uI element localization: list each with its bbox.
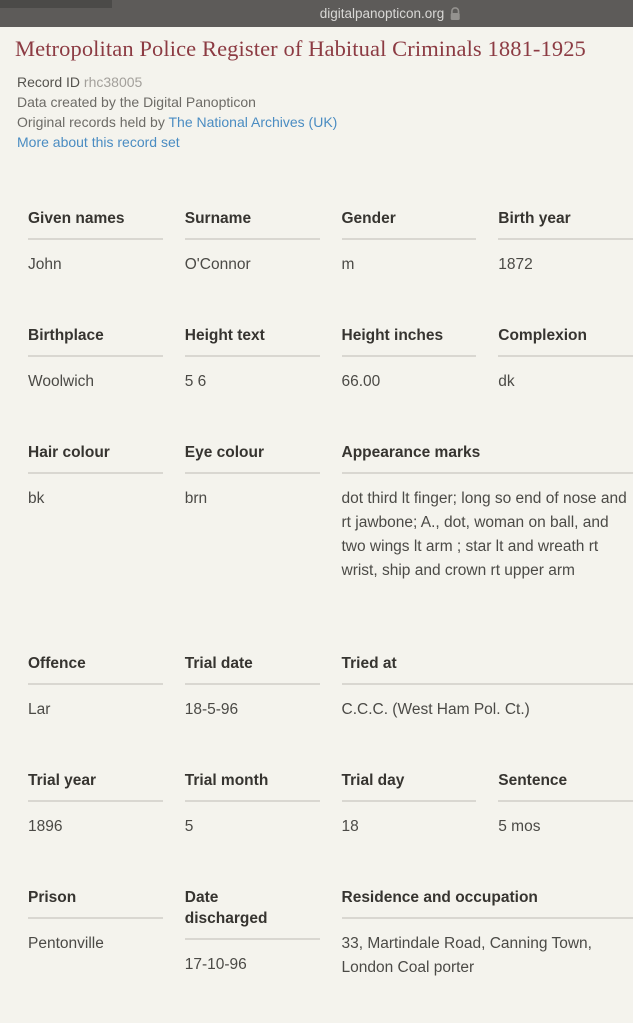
field-height-inches xyxy=(342,325,477,394)
field-divider xyxy=(185,238,320,240)
field-label: Birthplace xyxy=(28,327,104,344)
field-trial-day xyxy=(342,770,477,839)
field-complexion xyxy=(498,325,633,394)
field-value: Woolwich xyxy=(28,373,95,390)
held-by-prefix: Original records held by xyxy=(17,114,169,130)
held-by-line xyxy=(17,112,618,132)
field-divider xyxy=(342,355,477,357)
field-value: dk xyxy=(498,373,515,390)
national-archives-link[interactable]: The National Archives (UK) xyxy=(168,114,338,130)
field-label: Prison xyxy=(28,889,77,906)
browser-address-bar[interactable] xyxy=(0,0,633,27)
record-header xyxy=(0,27,633,152)
url-display[interactable] xyxy=(320,0,461,27)
record-meta xyxy=(15,72,618,152)
field-divider xyxy=(185,800,320,802)
field-divider xyxy=(28,800,163,802)
field-offence xyxy=(28,653,163,722)
field-label: Trial month xyxy=(184,772,269,789)
field-row xyxy=(28,442,633,583)
field-birthplace xyxy=(28,325,163,394)
field-value: O'Connor xyxy=(184,256,251,273)
more-about-record-set-link[interactable]: More about this record set xyxy=(17,134,180,150)
field-divider xyxy=(185,683,320,685)
field-value: Pentonville xyxy=(28,935,104,952)
field-label: Trial date xyxy=(184,655,253,672)
field-divider xyxy=(498,355,633,357)
field-divider xyxy=(342,800,477,802)
field-value: dot third lt finger; long so end of nose and rt jawbone; A., dot, woman on ball, and two wings lt arm ; star lt and wreath rt wrist, ship and crown rt upper arm xyxy=(341,490,627,579)
field-label: Gender xyxy=(341,210,396,227)
field-value: John xyxy=(28,256,62,273)
field-label: Trial year xyxy=(28,772,97,789)
field-label: Birth year xyxy=(498,210,571,227)
record-id-line xyxy=(17,72,618,92)
lock-icon xyxy=(449,7,460,21)
field-trial-date xyxy=(185,653,320,722)
field-divider xyxy=(342,917,633,919)
field-divider xyxy=(185,472,320,474)
field-label: Given names xyxy=(28,210,125,227)
field-value: brn xyxy=(184,490,208,507)
field-divider xyxy=(28,683,163,685)
field-residence-occupation xyxy=(342,887,633,980)
field-value: 17-10-96 xyxy=(184,956,247,973)
field-value: 18 xyxy=(341,818,359,835)
field-prison xyxy=(28,887,163,980)
field-divider xyxy=(342,683,633,685)
field-divider xyxy=(342,472,633,474)
page-title: Metropolitan Police Register of Habitual Criminals 1881-1925 xyxy=(15,36,586,61)
field-value: 1896 xyxy=(28,818,63,835)
record-id-label: Record ID xyxy=(17,74,81,90)
field-value: 5 mos xyxy=(498,818,541,835)
field-label: Residence and occupation xyxy=(341,889,538,906)
field-divider xyxy=(342,238,477,240)
field-value: C.C.C. (West Ham Pol. Ct.) xyxy=(341,701,530,718)
field-value: 5 6 xyxy=(184,373,207,390)
url-text: digitalpanopticon.org xyxy=(319,6,445,21)
field-row xyxy=(28,770,633,839)
field-label: Surname xyxy=(184,210,252,227)
field-eye-colour xyxy=(185,442,320,583)
field-label: Appearance marks xyxy=(341,444,481,461)
field-label: Offence xyxy=(28,655,86,672)
field-divider xyxy=(185,355,320,357)
field-label: Hair colour xyxy=(28,444,110,461)
field-label: Height inches xyxy=(341,327,444,344)
field-value: 18-5-96 xyxy=(184,701,239,718)
field-value: 1872 xyxy=(498,256,533,273)
field-gender xyxy=(342,208,477,277)
field-value: m xyxy=(341,256,355,273)
field-value: 33, Martindale Road, Canning Town, London Coal porter xyxy=(341,935,592,976)
record-fields xyxy=(0,208,633,980)
field-row xyxy=(28,325,633,394)
field-divider xyxy=(28,917,163,919)
more-about-line xyxy=(17,132,618,152)
field-divider xyxy=(28,238,163,240)
field-label: Date discharged xyxy=(184,889,268,927)
field-label: Eye colour xyxy=(184,444,264,461)
field-label: Sentence xyxy=(498,772,568,789)
field-appearance-marks xyxy=(342,442,633,583)
field-row xyxy=(28,887,633,980)
browser-tab-edge xyxy=(0,0,112,8)
field-sentence xyxy=(498,770,633,839)
created-by-line: Data created by the Digital Panopticon xyxy=(17,94,256,110)
field-birth-year xyxy=(498,208,633,277)
field-label: Height text xyxy=(184,327,265,344)
field-value: bk xyxy=(28,490,45,507)
field-tried-at xyxy=(342,653,633,722)
field-height-text xyxy=(185,325,320,394)
field-trial-year xyxy=(28,770,163,839)
field-surname xyxy=(185,208,320,277)
field-given-names xyxy=(28,208,163,277)
field-row xyxy=(28,653,633,722)
field-label: Trial day xyxy=(341,772,405,789)
field-date-discharged xyxy=(185,887,320,980)
field-divider xyxy=(185,938,320,940)
field-label: Tried at xyxy=(341,655,397,672)
field-divider xyxy=(498,238,633,240)
record-id-value: rhc38005 xyxy=(83,74,143,90)
field-hair-colour xyxy=(28,442,163,583)
field-value: 5 xyxy=(184,818,194,835)
field-trial-month xyxy=(185,770,320,839)
field-divider xyxy=(28,472,163,474)
field-row xyxy=(28,208,633,277)
field-divider xyxy=(498,800,633,802)
field-label: Complexion xyxy=(498,327,587,344)
field-value: 66.00 xyxy=(341,373,381,390)
field-value: Lar xyxy=(28,701,51,718)
field-divider xyxy=(28,355,163,357)
